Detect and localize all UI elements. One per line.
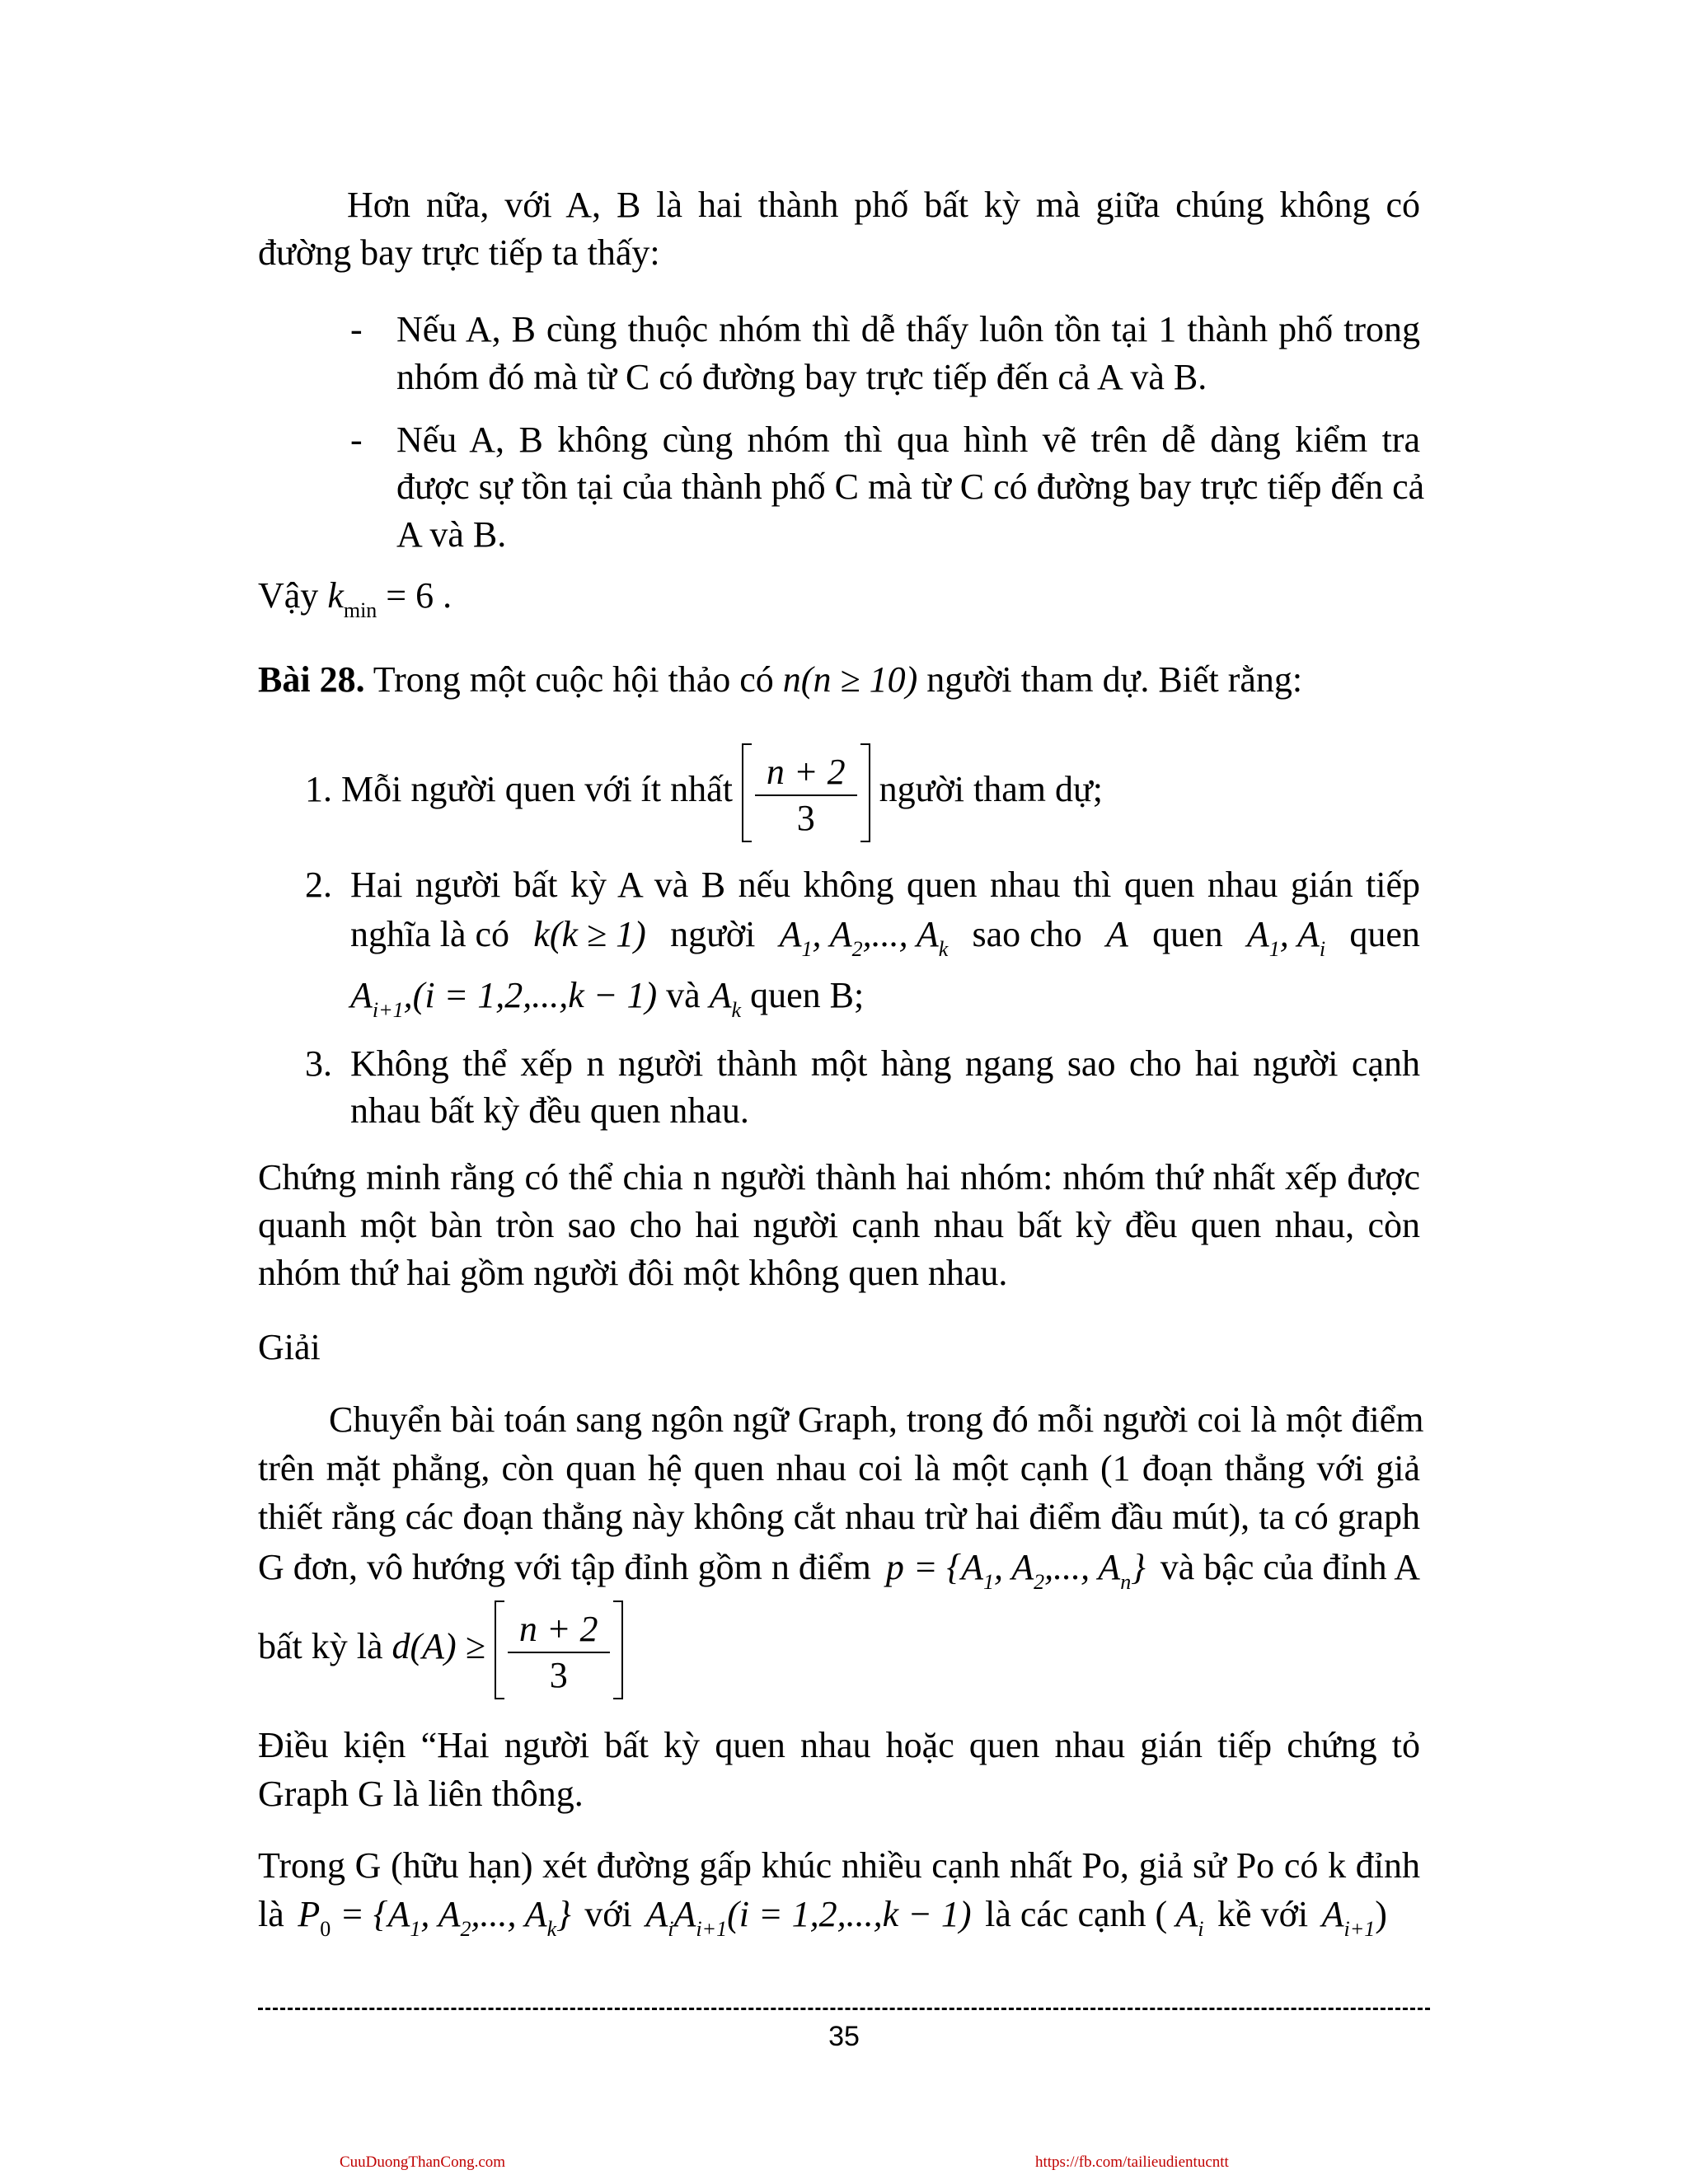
bullet-marker: - xyxy=(350,419,363,460)
path-l2-text-c: là các cạnh ( $A_i$ xyxy=(985,1894,1204,1941)
fraction-denominator: 3 xyxy=(549,1654,568,1695)
intro-line-1: Hơn nữa, với A, B là hai thành phố bất kỳ mà giữa chúng không có xyxy=(347,185,1420,225)
item-2-line-3 xyxy=(350,972,864,1033)
conclusion-k: k xyxy=(327,575,344,616)
path-l2-text-b: với xyxy=(584,1894,632,1934)
path-line-2 xyxy=(258,1891,1387,1952)
footer-dashed-rule xyxy=(258,2008,1430,2010)
connected-line-1: Điều kiện “Hai người bất kỳ quen nhau hoặc quen nhau gián tiếp chứng tỏ xyxy=(258,1725,1420,1765)
item-2-l2-text-a: nghĩa là có xyxy=(350,914,510,954)
solution-line-3: thiết rằng các đoạn thẳng này không cắt nhau trừ hai điểm đầu mút), ta có graph xyxy=(258,1497,1420,1537)
item-2-l2-sequence: $A_1$, $A_2$,..., $A_k$ xyxy=(779,914,949,961)
footer-right-link[interactable]: https://fb.com/tailieudientucntt xyxy=(1035,2154,1229,2171)
problem-label: Bài 28. xyxy=(258,659,365,700)
item-3-line-1: Không thể xếp n người thành một hàng ngang sao cho hai người cạnh xyxy=(350,1043,1420,1084)
item-1-number: 1. xyxy=(305,769,332,809)
prove-line-3: nhóm thứ hai gồm người đôi một không quen nhau. xyxy=(258,1253,1008,1293)
solution-l4-vertex-set: $p = \{A_1$, $A_2$,..., $A_n$} xyxy=(885,1547,1146,1594)
item-2-l2-text-c: sao cho xyxy=(972,914,1082,954)
floor-bracket xyxy=(495,1604,623,1696)
item-2-l3-A-i1: $A_{i+1}$ xyxy=(350,975,404,1022)
prove-line-1: Chứng minh rằng có thể chia n người thành hai nhóm: nhóm thứ nhất xếp được xyxy=(258,1157,1420,1197)
path-l2-set: $P_0 = \{A_1$, $A_2$,..., $A_k$} xyxy=(298,1894,571,1941)
item-1 xyxy=(305,744,1104,838)
solution-line-2: trên mặt phẳng, còn quan hệ quen nhau coi là một cạnh (1 đoạn thẳng với giả xyxy=(258,1448,1420,1488)
item-2-l3-range: ,(i = 1,2,...,k − 1) xyxy=(403,975,658,1015)
fraction-numerator: n + 2 xyxy=(508,1609,610,1653)
intro-line-2: đường bay trực tiếp ta thấy: xyxy=(258,232,660,273)
problem-n: n xyxy=(782,659,801,700)
floor-bracket xyxy=(742,747,870,839)
solution-l4-text-b: và bậc của đỉnh A xyxy=(1160,1547,1420,1587)
item-2-l2-quen-1: quen xyxy=(1152,914,1223,954)
item-2-l2-text-b: người xyxy=(670,914,756,954)
path-l2-text-d: kề với xyxy=(1217,1894,1309,1934)
item-2-l3-end: quen B; xyxy=(750,975,865,1015)
conclusion-rest: = 6 . xyxy=(386,575,452,616)
path-l2-edges: $A_iA_{i+1}(i = 1,2,...,k - 1)$ xyxy=(645,1894,972,1941)
bullet-2-line-3: A và B. xyxy=(396,514,507,555)
problem-text-a: Trong một cuộc hội thảo có xyxy=(373,659,774,700)
item-2-l3-Ak: $A_k$ xyxy=(709,975,742,1022)
solution-line-5 xyxy=(258,1601,623,1695)
problem-text-b: người tham dự. Biết rằng: xyxy=(926,659,1303,700)
fraction-denominator: 3 xyxy=(796,797,815,838)
path-line-1: Trong G (hữu hạn) xét đường gấp khúc nhiều cạnh nhất Po, giả sử Po có k đỉnh xyxy=(258,1845,1420,1886)
solution-l5-text-a: bất kỳ là xyxy=(258,1626,383,1666)
prove-line-2: quanh một bàn tròn sao cho hai người cạnh nhau bất kỳ đều quen nhau, còn xyxy=(258,1205,1420,1245)
path-l2-text-e: $A_{i+1}$) xyxy=(1321,1894,1387,1941)
item-2-l2-A: A xyxy=(1105,914,1128,954)
item-3-number: 3. xyxy=(305,1043,332,1084)
item-2-number: 2. xyxy=(305,865,332,905)
item-2-l2-k: k(k ≥ 1) xyxy=(533,914,646,954)
item-3-line-2: nhau bất kỳ đều quen nhau. xyxy=(350,1090,749,1131)
item-2-l3-and: và xyxy=(666,975,701,1015)
solution-l5-degree: d(A) ≥ xyxy=(392,1626,485,1666)
bullet-1-line-2: nhóm đó mà từ C có đường bay trực tiếp đến cả A và B. xyxy=(396,357,1207,397)
bullet-marker: - xyxy=(350,309,363,349)
bullet-2-line-1: Nếu A, B không cùng nhóm thì qua hình vẽ trên dễ dàng kiểm tra xyxy=(396,419,1420,460)
item-1-text-b: người tham dự; xyxy=(879,769,1104,809)
footer-left-link[interactable]: CuuDuongThanCong.com xyxy=(340,2154,506,2171)
bullet-1-line-1: Nếu A, B cùng thuộc nhóm thì dễ thấy luôn tồn tại 1 thành phố trong xyxy=(396,309,1420,349)
problem-heading xyxy=(258,657,1302,703)
problem-cond: (n ≥ 10) xyxy=(800,659,918,700)
path-l2-text-a: là xyxy=(258,1894,284,1934)
solution-line-4 xyxy=(258,1544,1420,1605)
item-2-l2-quen-2: quen xyxy=(1349,914,1420,954)
fraction xyxy=(755,752,857,839)
item-2-line-2 xyxy=(350,912,1420,972)
solution-label: Giải xyxy=(258,1327,321,1367)
conclusion-prefix: Vậy xyxy=(258,575,319,616)
solution-l4-text-a: G đơn, vô hướng với tập đỉnh gồm n điểm xyxy=(258,1547,871,1587)
connected-line-2: Graph G là liên thông. xyxy=(258,1774,584,1814)
bullet-2-line-2: được sự tồn tại của thành phố C mà từ C có đường bay trực tiếp đến cả xyxy=(396,466,1425,507)
item-2-l2-A1-Ai: $A_1$, $A_i$ xyxy=(1246,914,1326,961)
item-1-text-a: Mỗi người quen với ít nhất xyxy=(341,769,733,809)
item-2-line-1: Hai người bất kỳ A và B nếu không quen nhau thì quen nhau gián tiếp xyxy=(350,865,1420,905)
conclusion-sub: min xyxy=(343,598,377,622)
fraction xyxy=(508,1609,610,1696)
fraction-numerator: n + 2 xyxy=(755,752,857,796)
page-number: 35 xyxy=(828,2021,860,2052)
solution-line-1: Chuyển bài toán sang ngôn ngữ Graph, trong đó mỗi người coi là một điểm xyxy=(329,1399,1424,1440)
conclusion-line xyxy=(258,573,452,634)
